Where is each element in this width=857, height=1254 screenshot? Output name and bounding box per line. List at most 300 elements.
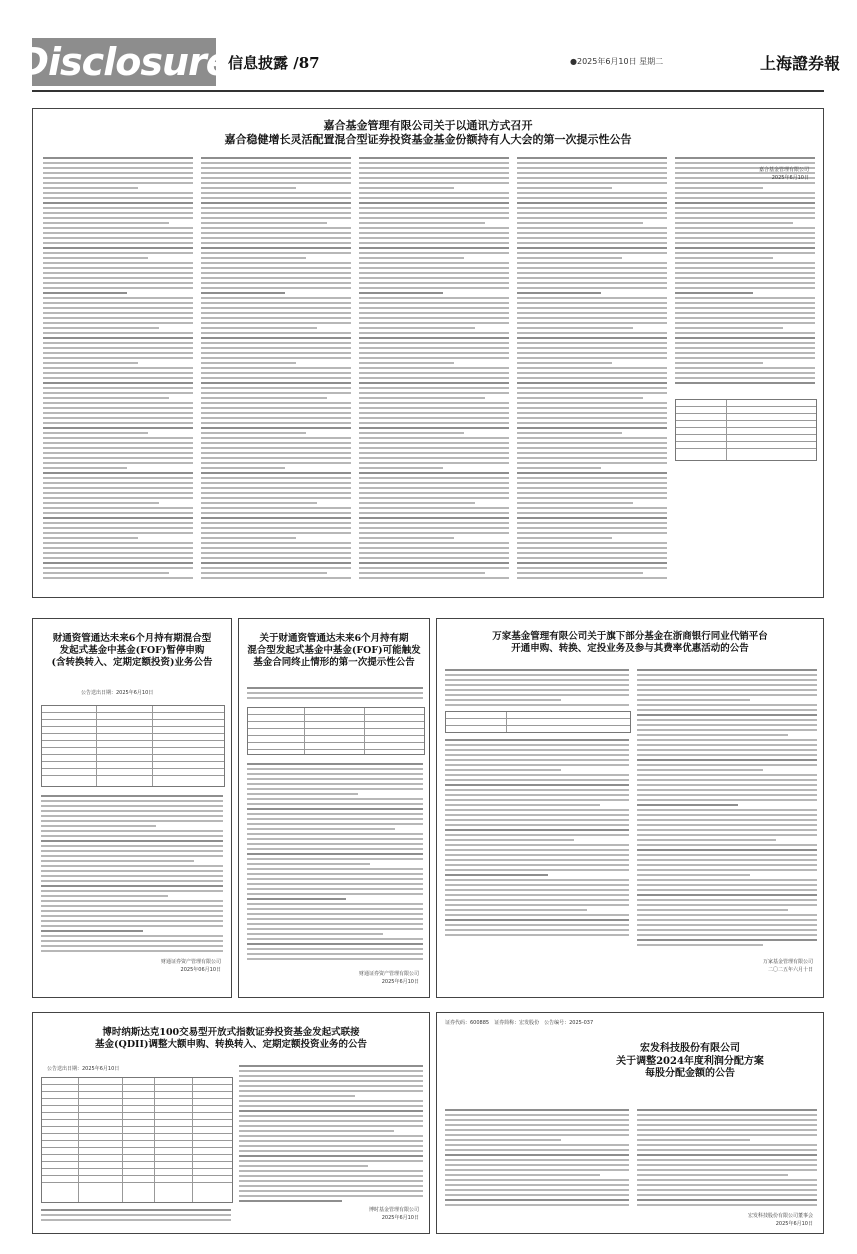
text-line [517, 207, 667, 209]
text-line [675, 302, 815, 304]
text-line [637, 1164, 817, 1166]
text-line [517, 367, 667, 369]
text-line [239, 1095, 355, 1097]
text-line [43, 297, 193, 299]
text-line [43, 372, 193, 374]
text-line [43, 242, 193, 244]
text-line [201, 177, 351, 179]
text-line [201, 302, 351, 304]
text-line [517, 287, 667, 289]
text-line [41, 900, 223, 902]
text-line [201, 547, 351, 549]
text-line [517, 382, 667, 384]
signature: 宏发科技股份有限公司董事会 2025年6月10日 [747, 1213, 813, 1227]
text-line [43, 537, 138, 539]
proxy-form-table [675, 399, 817, 461]
text-line [43, 542, 193, 544]
text-line [445, 919, 629, 921]
text-line [517, 317, 667, 319]
text-line [637, 1154, 817, 1156]
text-line [637, 669, 817, 671]
text-line [43, 302, 193, 304]
text-line [445, 754, 629, 756]
text-line [201, 477, 351, 479]
text-line [201, 172, 351, 174]
fund-info-table [41, 1077, 233, 1203]
text-line [201, 227, 351, 229]
text-line [445, 1189, 629, 1191]
announcement-bosera [32, 1012, 430, 1234]
text-line [517, 447, 667, 449]
text-line [445, 834, 629, 836]
text-line [445, 1174, 600, 1176]
text-line [359, 477, 509, 479]
text-line [445, 929, 629, 931]
text-line [359, 207, 509, 209]
text-line [445, 914, 629, 916]
text-line [41, 795, 223, 797]
text-line [247, 788, 423, 790]
text-line [41, 870, 223, 872]
announcement-caitong-termination [238, 618, 430, 998]
text-line [675, 377, 815, 379]
text-line [201, 482, 351, 484]
text-line [445, 814, 629, 816]
body-text [247, 763, 423, 963]
text-line [637, 784, 817, 786]
text-line [43, 177, 193, 179]
text-line [517, 537, 612, 539]
text-line [517, 462, 667, 464]
text-line [675, 242, 815, 244]
text-line [201, 262, 351, 264]
text-line [201, 162, 351, 164]
text-line [247, 828, 395, 830]
text-line [247, 883, 423, 885]
text-line [43, 517, 193, 519]
text-line [675, 307, 815, 309]
text-line [637, 799, 817, 801]
text-line [201, 232, 351, 234]
text-line [517, 487, 667, 489]
text-line [201, 182, 351, 184]
text-line [359, 332, 509, 334]
text-line [445, 779, 629, 781]
text-line [637, 719, 817, 721]
text-line [359, 157, 509, 159]
announcement-title-line: 嘉合基金管理有限公司关于以通讯方式召开 [323, 119, 533, 132]
text-line [43, 442, 193, 444]
text-line [41, 810, 223, 812]
text-line [675, 252, 815, 254]
text-line [445, 934, 629, 936]
text-line [43, 272, 193, 274]
text-line [201, 462, 351, 464]
text-line [637, 824, 817, 826]
text-line [445, 924, 629, 926]
text-line [43, 487, 193, 489]
text-line [445, 1139, 561, 1141]
text-line [637, 939, 817, 941]
text-line [201, 507, 351, 509]
signature: 财通证券资产管理有限公司 2025年06月10日 [160, 959, 221, 973]
text-line [517, 552, 667, 554]
text-line [201, 342, 351, 344]
text-line [201, 282, 351, 284]
text-line [445, 689, 629, 691]
text-line [637, 879, 817, 881]
text-line [43, 337, 193, 339]
text-line [43, 497, 193, 499]
text-line [637, 769, 763, 771]
text-line [445, 884, 629, 886]
text-line [201, 192, 351, 194]
text-line [445, 1194, 629, 1196]
text-line [41, 885, 223, 887]
text-line [247, 928, 423, 930]
text-line [201, 377, 351, 379]
text-line [637, 749, 817, 751]
text-line [239, 1135, 423, 1137]
text-line [517, 502, 633, 504]
text-line [637, 724, 817, 726]
text-line [359, 342, 509, 344]
text-line [675, 192, 815, 194]
text-line [41, 910, 223, 912]
text-line [359, 502, 475, 504]
text-line [359, 507, 509, 509]
text-line [445, 899, 629, 901]
text-line [359, 397, 485, 399]
text-line [359, 547, 509, 549]
text-line [359, 212, 509, 214]
text-line [445, 1119, 629, 1121]
text-line [517, 512, 667, 514]
text-line [359, 177, 509, 179]
announcement-title-line: 宏发科技股份有限公司 [640, 1043, 740, 1054]
text-line [517, 337, 667, 339]
text-line [201, 352, 351, 354]
text-line [517, 327, 633, 329]
text-line [41, 850, 223, 852]
text-line [675, 187, 763, 189]
text-line [517, 572, 643, 574]
fund-list-table [445, 711, 631, 733]
text-line [517, 452, 667, 454]
text-line [637, 764, 817, 766]
text-line [43, 292, 127, 294]
text-line [201, 212, 351, 214]
text-line [359, 257, 464, 259]
text-line [445, 1159, 629, 1161]
text-line [675, 247, 815, 249]
text-line [43, 532, 193, 534]
text-line [247, 763, 423, 765]
text-line [637, 674, 817, 676]
text-line [517, 262, 667, 264]
text-line [637, 734, 788, 736]
text-line [445, 869, 629, 871]
text-line [239, 1145, 423, 1147]
text-line [247, 953, 423, 955]
text-line [201, 247, 351, 249]
text-line [675, 382, 815, 384]
text-line [517, 187, 612, 189]
text-line [247, 878, 423, 880]
announcement-title-line: 基金合同终止情形的第一次提示性公告 [253, 656, 415, 668]
text-line [675, 322, 815, 324]
text-line [517, 232, 667, 234]
text-line [41, 1209, 231, 1211]
text-line [517, 522, 667, 524]
text-line [675, 287, 815, 289]
text-line [43, 562, 193, 564]
text-line [247, 793, 358, 795]
text-line [43, 277, 193, 279]
text-line [247, 823, 423, 825]
text-line [201, 537, 296, 539]
text-line [675, 292, 753, 294]
text-line [201, 252, 351, 254]
text-line [675, 327, 783, 329]
text-line [201, 532, 351, 534]
text-line [359, 222, 485, 224]
text-line [43, 477, 193, 479]
text-line [41, 820, 223, 822]
text-line [517, 202, 667, 204]
text-line [43, 502, 159, 504]
text-line [43, 567, 193, 569]
text-line [359, 317, 509, 319]
text-line [359, 372, 509, 374]
text-line [359, 412, 509, 414]
text-line [517, 322, 667, 324]
text-line [247, 783, 423, 785]
text-line [247, 843, 423, 845]
text-line [43, 472, 193, 474]
text-line [239, 1170, 423, 1172]
announcement-title-line: 基金(QDII)调整大额申购、转换转入、定期定额投资业务的公告 [95, 1038, 367, 1050]
text-line [637, 1199, 817, 1201]
body-text [517, 157, 667, 582]
text-line [675, 362, 763, 364]
text-line [201, 287, 351, 289]
text-line [359, 542, 509, 544]
text-line [43, 397, 169, 399]
text-line [239, 1080, 423, 1082]
text-line [359, 172, 509, 174]
text-line [201, 432, 306, 434]
text-line [359, 437, 509, 439]
text-line [43, 437, 193, 439]
text-line [445, 819, 629, 821]
text-line [637, 834, 817, 836]
text-line [637, 929, 817, 931]
text-line [43, 227, 193, 229]
text-line [359, 252, 509, 254]
text-line [43, 262, 193, 264]
text-line [445, 1149, 629, 1151]
text-line [201, 197, 351, 199]
text-line [201, 337, 351, 339]
text-line [247, 803, 423, 805]
text-line [637, 794, 817, 796]
text-line [359, 322, 509, 324]
text-line [359, 242, 509, 244]
text-line [637, 1194, 817, 1196]
text-line [637, 839, 776, 841]
text-line [247, 818, 423, 820]
text-line [445, 824, 629, 826]
text-line [517, 547, 667, 549]
text-line [201, 347, 351, 349]
text-line [43, 347, 193, 349]
body-text [637, 1109, 817, 1209]
text-line [517, 347, 667, 349]
text-line [445, 1184, 629, 1186]
text-line [43, 407, 193, 409]
paper-name: 上海證券報 [760, 54, 841, 73]
text-line [445, 784, 629, 786]
text-line [201, 257, 306, 259]
text-line [675, 157, 815, 159]
text-line [637, 864, 817, 866]
text-line [675, 262, 815, 264]
text-line [43, 417, 193, 419]
text-line [43, 507, 193, 509]
text-line [637, 1144, 817, 1146]
text-line [637, 1134, 817, 1136]
text-line [445, 694, 629, 696]
text-line [359, 297, 509, 299]
body-text [201, 157, 351, 582]
text-line [637, 779, 817, 781]
text-line [445, 889, 629, 891]
text-line [517, 542, 667, 544]
text-line [359, 307, 509, 309]
text-line [359, 462, 509, 464]
text-line [247, 958, 423, 960]
text-line [201, 492, 351, 494]
text-line [637, 889, 817, 891]
text-line [445, 839, 574, 841]
text-line [201, 497, 351, 499]
text-line [247, 903, 423, 905]
text-line [675, 162, 815, 164]
text-line [675, 207, 815, 209]
text-line [43, 387, 193, 389]
text-line [41, 805, 223, 807]
text-line [637, 914, 817, 916]
text-line [43, 317, 193, 319]
text-line [201, 332, 351, 334]
text-line [675, 212, 815, 214]
text-line [359, 472, 509, 474]
text-line [359, 267, 509, 269]
text-line [517, 227, 667, 229]
text-line [359, 217, 509, 219]
text-line [239, 1065, 423, 1067]
text-line [43, 352, 193, 354]
announcement-jiahe [32, 108, 824, 598]
text-line [43, 332, 193, 334]
text-line [239, 1075, 423, 1077]
text-line [637, 1149, 817, 1151]
text-line [201, 372, 351, 374]
text-line [43, 342, 193, 344]
text-line [517, 557, 667, 559]
text-line [247, 893, 423, 895]
text-line [675, 272, 815, 274]
text-line [517, 197, 667, 199]
text-line [201, 272, 351, 274]
text-line [517, 282, 667, 284]
text-line [201, 422, 351, 424]
text-line [359, 447, 509, 449]
text-line [247, 948, 423, 950]
text-line [675, 277, 815, 279]
text-line [201, 222, 327, 224]
text-line [43, 222, 169, 224]
text-line [637, 759, 817, 761]
text-line [445, 789, 629, 791]
text-line [445, 699, 561, 701]
text-line [41, 800, 223, 802]
text-line [43, 457, 193, 459]
text-line [43, 577, 193, 579]
text-line [201, 407, 351, 409]
text-line [637, 1159, 817, 1161]
text-line [675, 357, 815, 359]
text-line [41, 840, 223, 842]
text-line [517, 432, 622, 434]
text-line [517, 312, 667, 314]
announcement-date: 公告送出日期：2025年6月10日 [81, 690, 154, 696]
text-line [43, 182, 193, 184]
text-line [359, 572, 485, 574]
text-line [201, 447, 351, 449]
text-line [41, 825, 156, 827]
text-line [247, 697, 423, 699]
text-line [359, 442, 509, 444]
text-line [637, 924, 817, 926]
text-line [239, 1165, 368, 1167]
text-line [637, 689, 817, 691]
text-line [359, 357, 509, 359]
text-line [201, 242, 351, 244]
text-line [517, 172, 667, 174]
text-line [41, 905, 223, 907]
text-line [247, 868, 423, 870]
text-line [675, 202, 815, 204]
text-line [517, 267, 667, 269]
text-line [201, 412, 351, 414]
announcement-title-line: (含转换转入、定期定额投资)业务公告 [51, 656, 213, 668]
text-line [41, 895, 168, 897]
text-line [359, 517, 509, 519]
text-line [43, 237, 193, 239]
text-line [517, 372, 667, 374]
text-line [445, 904, 629, 906]
text-line [637, 859, 817, 861]
text-line [445, 764, 629, 766]
date-line: ●2025年6月10日 星期二 [570, 57, 664, 66]
text-line [201, 357, 351, 359]
text-line [637, 904, 817, 906]
text-line [43, 217, 193, 219]
text-line [359, 432, 464, 434]
text-line [239, 1200, 342, 1202]
